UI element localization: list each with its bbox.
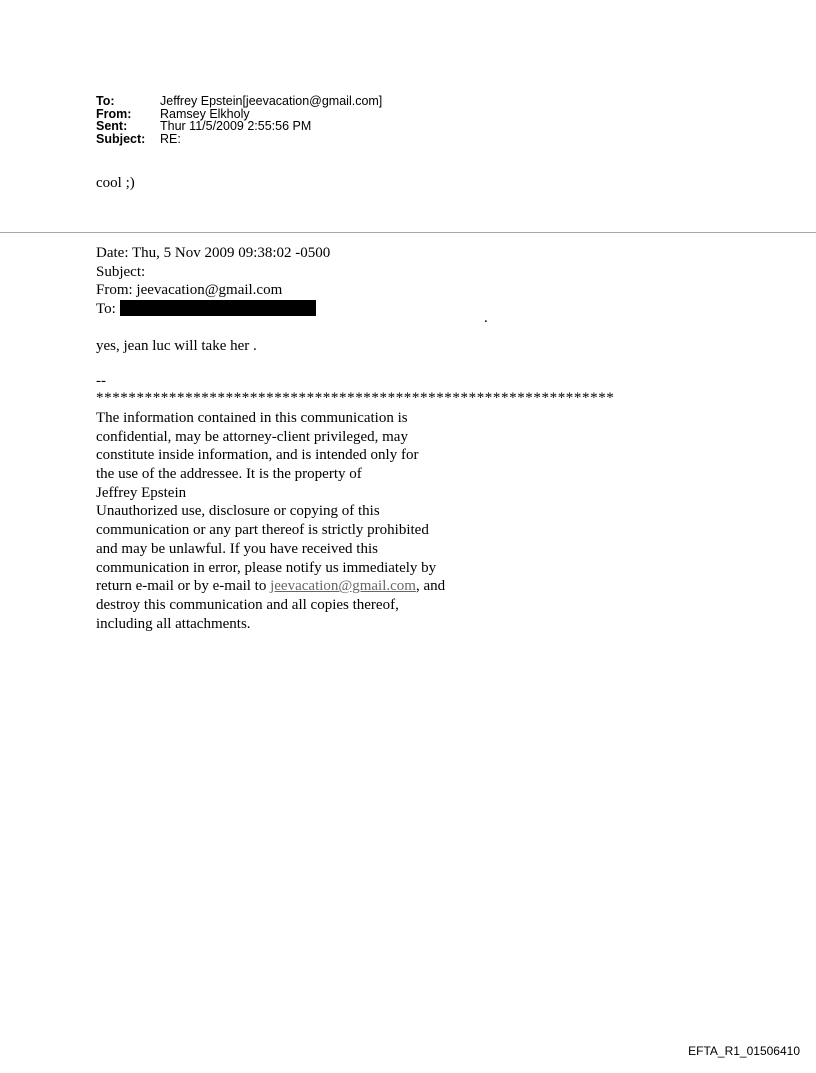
divider [0, 232, 816, 233]
disclaimer-line: The information contained in this communication is [96, 410, 408, 426]
quoted-header [96, 244, 330, 318]
signature-separator: -- [96, 373, 106, 389]
document-id: EFTA_R1_01506410 [688, 1044, 800, 1058]
quoted-subject: Subject: [96, 263, 146, 280]
stray-mark: . [484, 310, 488, 326]
confidentiality-notice [96, 409, 445, 633]
link-suffix: , and [415, 578, 446, 595]
subject-label: Subject: [96, 131, 146, 146]
disclaimer-line: communication or any part thereof is strictly prohibited [96, 522, 429, 539]
sent-value: Thur 11/5/2009 2:55:56 PM [160, 119, 312, 133]
disclaimer-line: Jeffrey Epstein [96, 484, 187, 501]
disclaimer-line: confidential, may be attorney-client privileged, may [96, 428, 408, 445]
message-body: cool ;) [96, 175, 135, 191]
to-row [96, 95, 382, 108]
disclaimer-line: destroy this communication and all copies thereof, [96, 596, 399, 613]
quoted-reply: yes, jean luc will take her . [96, 338, 257, 354]
quoted-to-label: To: [96, 300, 116, 317]
disclaimer-line: including all attachments. [96, 615, 251, 632]
to-label: To: [96, 94, 115, 108]
disclaimer-line: and may be unlawful. If you have received this [96, 540, 378, 557]
from-value: Ramsey Elkholy [160, 106, 250, 121]
sent-row [96, 120, 382, 133]
quoted-from: From: jeevacation@gmail.com [96, 282, 283, 298]
disclaimer-line: constitute inside information, and is intended only for [96, 447, 419, 464]
email-link[interactable]: jeevacation@gmail.com [270, 578, 416, 595]
quoted-date: Date: Thu, 5 Nov 2009 09:38:02 -0500 [96, 245, 331, 261]
subject-row [96, 133, 382, 146]
disclaimer-line: communication in error, please notify us immediately by [96, 559, 437, 576]
subject-value: RE: [160, 131, 181, 146]
disclaimer-line: the use of the addressee. It is the property of [96, 466, 362, 483]
link-prefix: return e-mail or by e-mail to [96, 578, 271, 595]
disclaimer-line: Unauthorized use, disclosure or copying of this [96, 503, 380, 520]
from-label: From: [96, 106, 132, 121]
disclaimer-link-line [96, 577, 445, 596]
redaction-box [120, 300, 316, 316]
to-value: Jeffrey Epstein[jeevacation@gmail.com] [160, 94, 383, 108]
quoted-to-row [96, 300, 330, 319]
email-header [96, 95, 382, 145]
sent-label: Sent: [96, 119, 128, 133]
asterisk-divider: **************************************************************** [96, 390, 615, 406]
